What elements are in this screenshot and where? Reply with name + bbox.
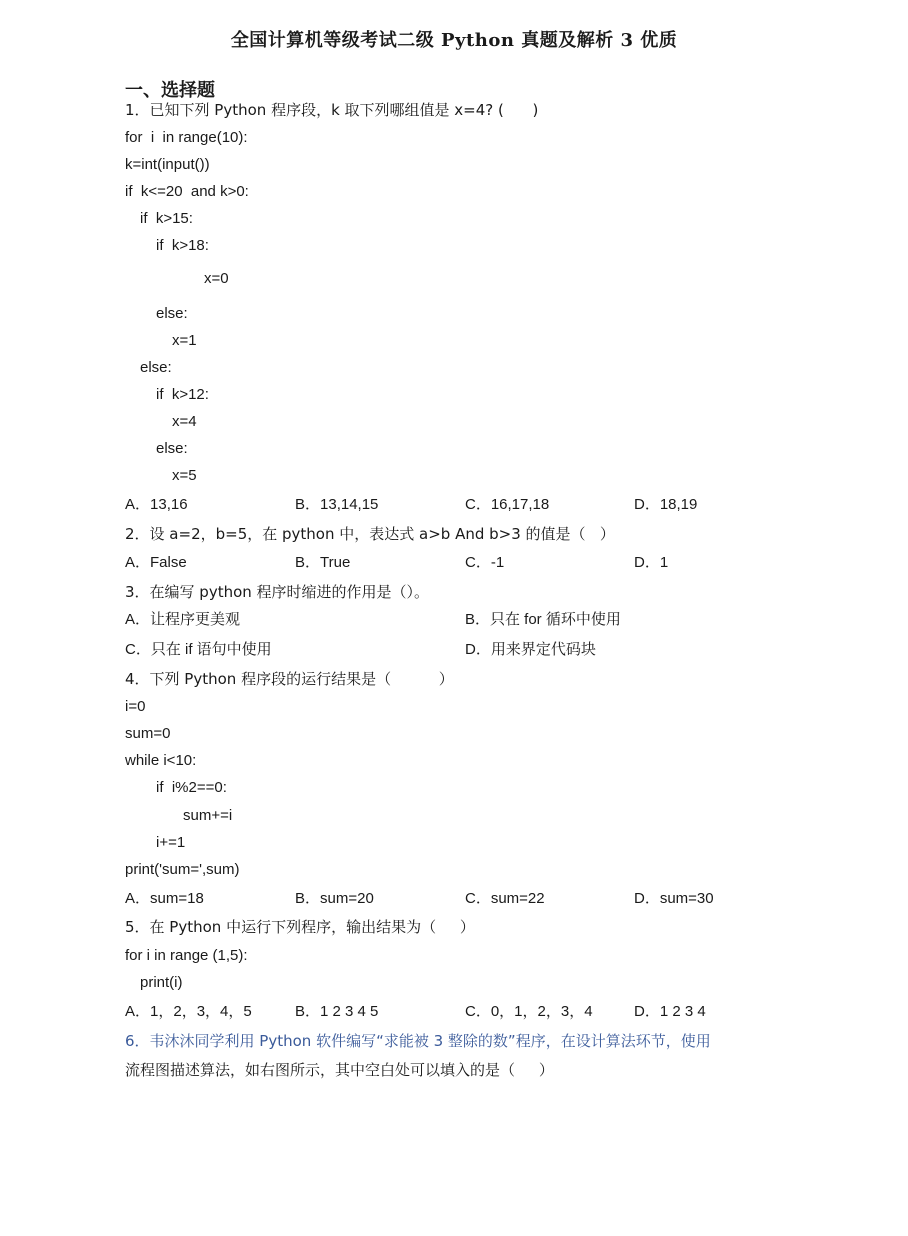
q1-code-line: if k>18:: [156, 237, 209, 254]
q4-code-line: print('sum=',sum): [125, 861, 240, 878]
question-3-stem: 3．在编写 python 程序时缩进的作用是（）。: [125, 583, 430, 601]
q1-code-line: if k>15:: [140, 210, 193, 227]
q3-option-d: D．用来界定代码块: [465, 641, 596, 658]
question-2-stem: 2．设 a=2，b=5，在 python 中，表达式 a>b And b>3 的值是（ ）: [125, 525, 615, 543]
q3-option-b: B．只在 for 循环中使用: [465, 611, 621, 628]
q2-option-d: D．1: [634, 554, 669, 571]
question-1-stem: 1．已知下列 Python 程序段，k 取下列哪组值是 x=4? ( ): [125, 101, 539, 119]
q3-option-c: C．只在 if 语句中使用: [125, 641, 272, 658]
q1-code-line: else:: [140, 359, 172, 376]
q2-option-b: B．True: [295, 554, 351, 571]
q4-option-a: A．sum=18: [125, 890, 204, 907]
q1-code-line: x=0: [204, 270, 229, 287]
document-title: 全国计算机等级考试二级 Python 真题及解析 3 优质: [230, 30, 678, 51]
q4-option-d: D．sum=30: [634, 890, 714, 907]
question-6-stem-line-2: 流程图描述算法，如右图所示，其中空白处可以填入的是（ ）: [125, 1061, 554, 1079]
question-5-stem: 5．在 Python 中运行下列程序，输出结果为（ ）: [125, 918, 475, 936]
q1-option-b: B．13,14,15: [295, 496, 379, 513]
q1-option-c: C．16,17,18: [465, 496, 550, 513]
q2-option-a: A．False: [125, 554, 187, 571]
q1-option-d: D．18,19: [634, 496, 698, 513]
q5-option-d: D．1 2 3 4: [634, 1003, 706, 1020]
q4-option-b: B．sum=20: [295, 890, 374, 907]
q1-code-line: for i in range(10):: [125, 129, 248, 146]
q4-code-line: sum=0: [125, 725, 171, 742]
q5-code-line: print(i): [140, 974, 183, 991]
q1-option-a: A．13,16: [125, 496, 188, 513]
q1-code-line: x=1: [172, 332, 197, 349]
q4-option-c: C．sum=22: [465, 890, 545, 907]
q4-code-line: i+=1: [156, 834, 186, 851]
q5-option-a: A．1，2，3，4，5: [125, 1003, 252, 1020]
q4-code-line: while i<10:: [125, 752, 197, 769]
q1-code-line: x=4: [172, 413, 197, 430]
q1-code-line: if k>12:: [156, 386, 209, 403]
q5-code-line: for i in range (1,5):: [125, 947, 248, 964]
section-heading: 一、选择题: [125, 80, 215, 101]
q1-code-line: else:: [156, 305, 188, 322]
question-4-stem: 4．下列 Python 程序段的运行结果是（ ）: [125, 670, 454, 688]
q1-code-line: x=5: [172, 467, 197, 484]
q2-option-c: C．-1: [465, 554, 505, 571]
q4-code-line: i=0: [125, 698, 146, 715]
q1-code-line: k=int(input()): [125, 156, 210, 173]
q3-option-a: A．让程序更美观: [125, 611, 241, 628]
q4-code-line: sum+=i: [183, 807, 233, 824]
q5-option-c: C．0，1，2，3，4: [465, 1003, 593, 1020]
question-6-stem-line-1: 6．韦沐沐同学利用 Python 软件编写“求能被 3 整除的数”程序，在设计算法环节，使用: [125, 1032, 711, 1050]
q5-option-b: B．1 2 3 4 5: [295, 1003, 379, 1020]
q1-code-line: else:: [156, 440, 188, 457]
q1-code-line: if k<=20 and k>0:: [125, 183, 249, 200]
q4-code-line: if i%2==0:: [156, 779, 227, 796]
